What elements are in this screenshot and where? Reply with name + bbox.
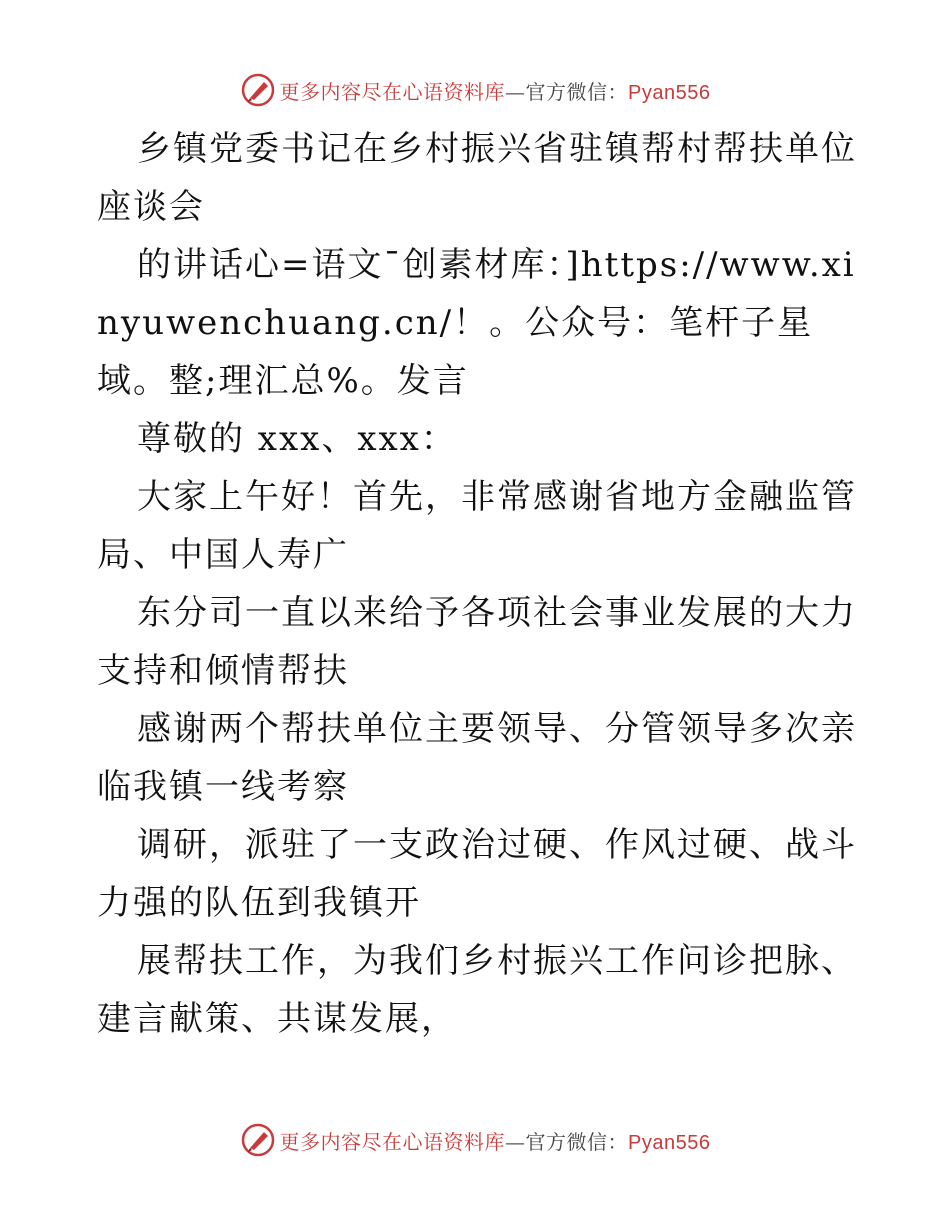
wechat-id: Pyan556 <box>628 1131 711 1154</box>
pen-logo-icon <box>240 1122 276 1158</box>
paragraph: 感谢两个帮扶单位主要领导、分管领导多次亲临我镇一线考察 <box>97 709 857 807</box>
paragraph: 东分司一直以来给予各项社会事业发展的大力支持和倾情帮扶 <box>97 593 857 691</box>
header-banner <box>0 70 950 110</box>
document-title: 乡镇党委书记在乡村振兴省驻镇帮村帮扶单位座谈会 <box>97 129 857 227</box>
wechat-id: Pyan556 <box>628 81 711 104</box>
paragraph: 大家上午好！首先，非常感谢省地方金融监管局、中国人寿广 <box>97 477 857 575</box>
wechat-label: 官方微信： <box>525 79 629 104</box>
wechat-label: 官方微信： <box>525 1129 629 1154</box>
footer-banner <box>0 1120 950 1160</box>
salutation: 尊敬的 xxx、xxx： <box>137 419 457 459</box>
header-banner-text <box>280 76 711 105</box>
pen-logo-icon <box>240 72 276 108</box>
document-body <box>97 120 857 1048</box>
footer-banner-text <box>280 1126 711 1155</box>
paragraph: 调研，派驻了一支政治过硬、作风过硬、战斗力强的队伍到我镇开 <box>97 825 857 923</box>
banner-dash: — <box>505 79 526 104</box>
paragraph: 展帮扶工作，为我们乡村振兴工作问诊把脉、建言献策、共谋发展， <box>97 941 857 1039</box>
banner-dash: — <box>505 1129 526 1154</box>
site-name: 更多内容尽在心语资料库 <box>279 1129 506 1154</box>
paragraph: 的讲话心=语文¯创素材库：]https://www.xinyuwenchuang.cn/！。公众号：笔杆子星域。整;理汇总%。发言 <box>97 245 856 401</box>
site-name: 更多内容尽在心语资料库 <box>279 79 506 104</box>
